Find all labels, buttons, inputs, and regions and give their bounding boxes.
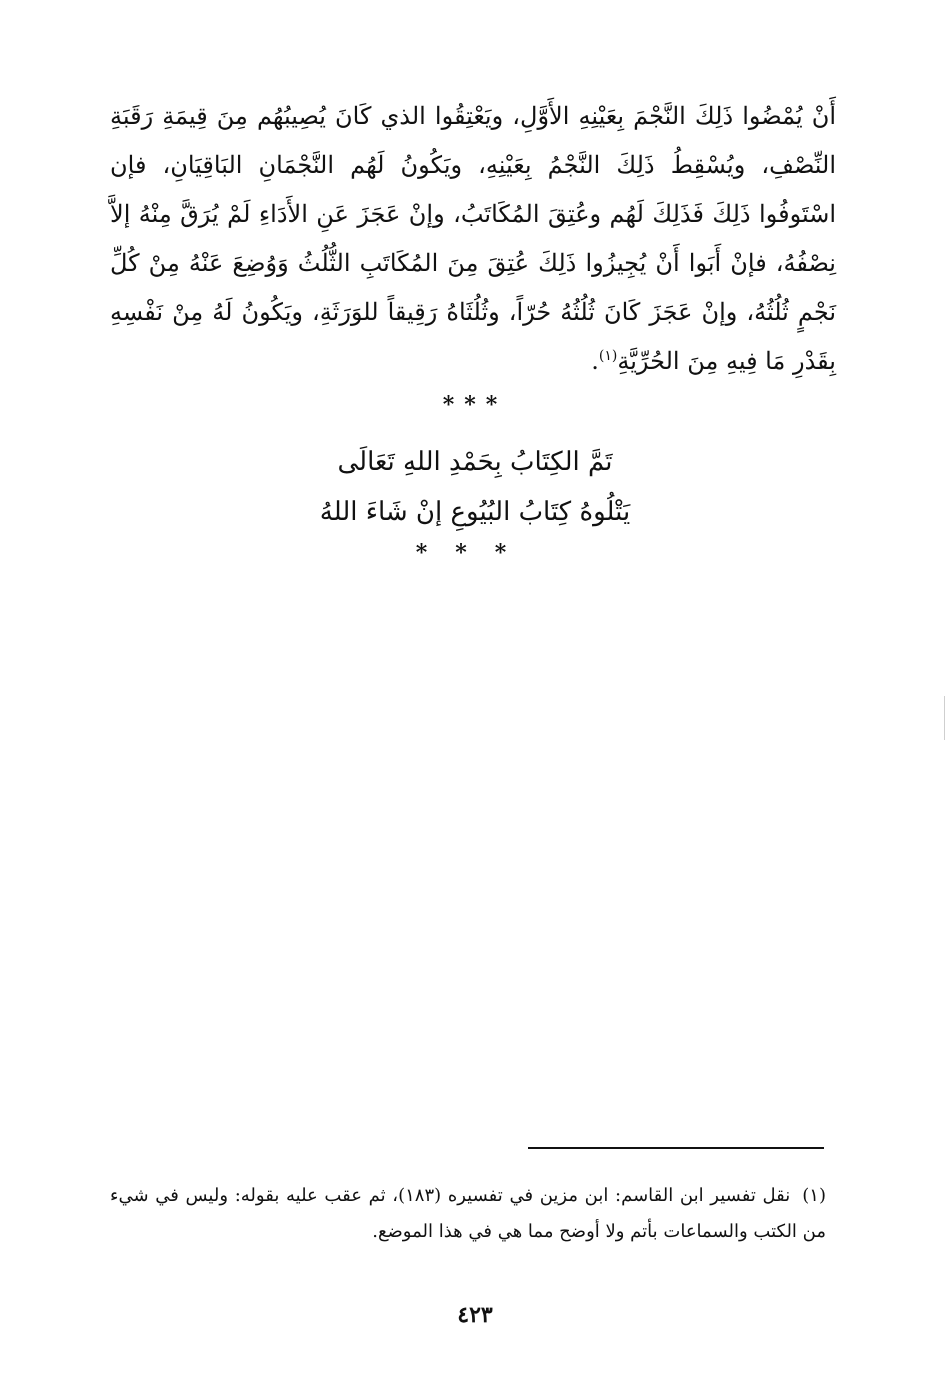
scan-edge-mark bbox=[944, 696, 945, 740]
footnote-divider bbox=[528, 1147, 824, 1149]
body-end-period: . bbox=[591, 347, 599, 375]
body-text: أَنْ يُمْضُوا ذَلِكَ النَّجْمَ بِعَيْنِهِ الأَوَّلِ، ويَعْتِقُوا الذي كَانَ يُصِيبُهُم مِنَ قِيمَةِ رَقَبَةِ النِّصْفِ، ويُسْقِطُ ذَلِكَ النَّجْمُ بِعَيْنِهِ، ويَكُونُ لَهُم النَّجْمَانِ البَاقِيَانِ، فإن اسْتَوفُوا ذَلِكَ فَذَلِكَ لَهُم وعُتِقَ المُكَاتَبُ، وإنْ عَجَزَ عَنِ الأَدَاءِ لَمْ يُرَقَّ مِنْهُ إلاَّ نِصْفُهُ، فإنْ أَبَوا أَنْ يُجِيزُوا ذَلِكَ عُتِقَ مِنَ المُكَاتَبِ الثُّلُثُ وَوُضِعَ عَنْهُ مِنْ كُلِّ نَجْمٍ ثُلُثُهُ، وإنْ عَجَزَ كَانَ ثُلُثُهُ حُرّاً، وثُلُثَاهُ رَقِيقاً للوَرَثَةِ، ويَكُونُ لَهُ مِنْ نَفْسِهِ بِقَدْرِ مَا فِيهِ مِنَ الحُرِّيَّةِ bbox=[110, 102, 836, 375]
footnote-text: نقل تفسير ابن القاسم: ابن مزين في تفسيره (١٨٣)، ثم عقب عليه بقوله: وليس في شيء من الكتب والسماعات بأتم ولا أوضح مما هي في هذا الموضع. bbox=[110, 1185, 826, 1242]
closing-line-next-book: يَتْلُوهُ كِتَابُ البُيُوعِ إنْ شَاءَ اللهُ bbox=[319, 497, 631, 527]
body-paragraph bbox=[110, 92, 836, 386]
footnote-reference: (١) bbox=[598, 348, 618, 364]
footnote-number: (١) bbox=[802, 1185, 826, 1206]
section-separator-bottom: *** bbox=[415, 540, 535, 566]
footnote bbox=[110, 1178, 826, 1250]
closing-line-book-complete: تَمَّ الكِتَابُ بِحَمْدِ اللهِ تَعَالَى bbox=[337, 447, 613, 477]
page-number: ٤٢٣ bbox=[457, 1302, 493, 1328]
section-separator-top: *** bbox=[442, 392, 508, 418]
